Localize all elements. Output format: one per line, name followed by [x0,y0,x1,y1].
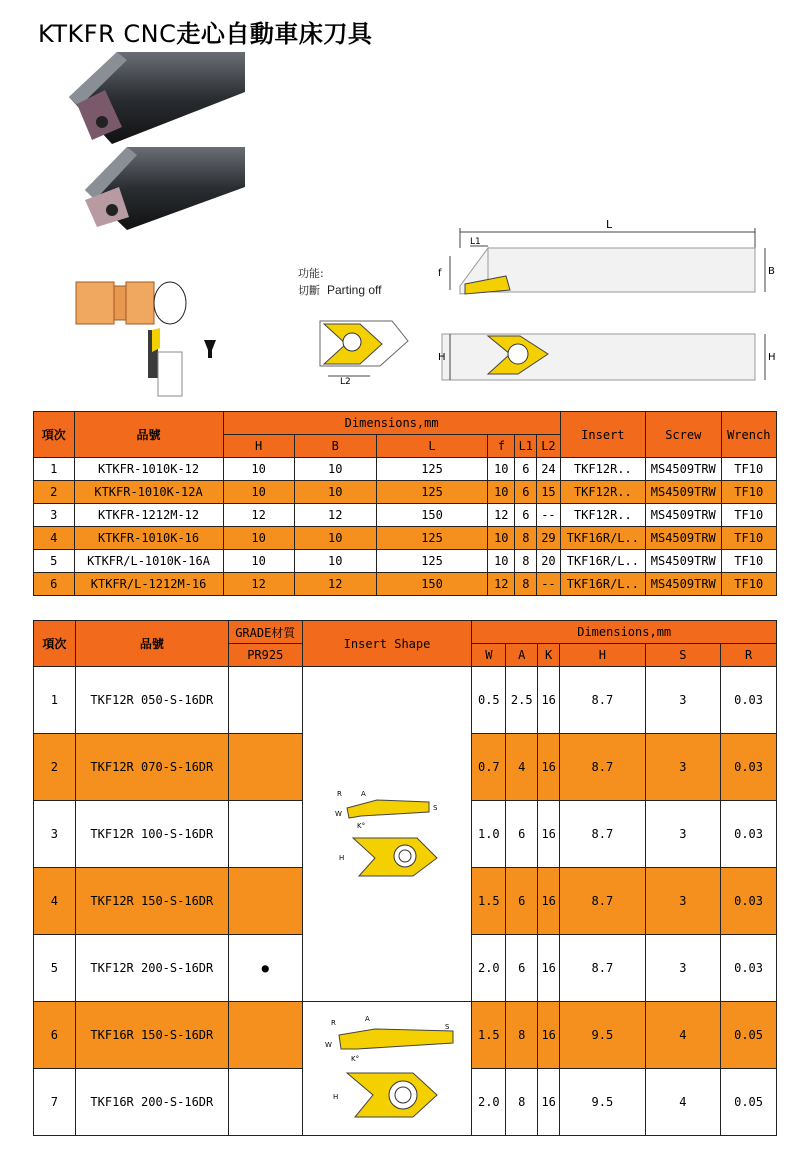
cell-insert: TKF12R.. [560,504,645,527]
cell-K: 16 [538,1002,560,1069]
shape-label-S: S [432,803,438,812]
cell-K: 16 [538,1069,560,1136]
insert-shape-12-drawing [317,788,457,878]
shape-label-W: W [334,809,342,818]
cell-part: TKF12R 050-S-16DR [75,667,228,734]
cell-wrench: TF10 [721,504,776,527]
cell-f: 10 [488,527,515,550]
cell-B: 10 [294,481,376,504]
insert-shape-16 [302,1002,472,1136]
holder-spec-table [33,411,777,596]
cell-K: 16 [538,667,560,734]
col-no: 項次 [34,621,76,667]
cell-W: 1.5 [472,868,506,935]
cell-S: 4 [645,1069,720,1136]
cell-no: 6 [34,573,75,596]
col-insert: Insert [560,412,645,458]
cell-wrench: TF10 [721,573,776,596]
cell-H: 9.5 [560,1002,646,1069]
cell-W: 2.0 [472,1069,506,1136]
cell-no: 4 [34,868,76,935]
cell-A: 8 [506,1002,538,1069]
table-row [34,527,777,550]
cell-L1: 8 [515,573,537,596]
cell-grade [228,667,302,734]
cell-part: TKF16R 200-S-16DR [75,1069,228,1136]
cell-B: 10 [294,527,376,550]
cell-no: 3 [34,504,75,527]
cell-insert: TKF16R/L.. [560,573,645,596]
function-label-en: Parting off [327,283,382,297]
cell-no: 2 [34,734,76,801]
cell-no: 3 [34,801,76,868]
cell-L1: 6 [515,458,537,481]
col-L1: L1 [515,435,537,458]
col-grade: GRADE材質 [228,621,302,644]
cell-W: 0.7 [472,734,506,801]
col-part: 品號 [74,412,223,458]
col-W: W [472,644,506,667]
cell-part: KTKFR/L-1212M-16 [74,573,223,596]
cell-W: 1.0 [472,801,506,868]
parting-illustration [72,270,242,398]
shape-label-R: R [330,1019,336,1027]
cell-grade [228,1069,302,1136]
col-wrench: Wrench [721,412,776,458]
cell-insert: TKF16R/L.. [560,527,645,550]
cell-no: 6 [34,1002,76,1069]
cell-no: 4 [34,527,75,550]
dim-label-H-right: H [768,352,776,363]
cell-L1: 6 [515,504,537,527]
col-R: R [721,644,777,667]
cell-A: 4 [506,734,538,801]
cell-grade [228,868,302,935]
cell-L2: 29 [537,527,561,550]
cell-screw: MS4509TRW [646,573,721,596]
cell-grade [228,1002,302,1069]
cell-screw: MS4509TRW [646,481,721,504]
table-row [34,1002,777,1069]
cell-R: 0.03 [721,935,777,1002]
shape-label-K: K° [356,821,366,830]
function-label-zh2: 切斷 [298,284,320,297]
cell-no: 2 [34,481,75,504]
cell-no: 1 [34,667,76,734]
cell-L2: -- [537,573,561,596]
cell-H: 8.7 [560,667,646,734]
cell-screw: MS4509TRW [646,458,721,481]
cell-R: 0.03 [721,667,777,734]
cell-R: 0.03 [721,868,777,935]
shape-label-H: H [332,1093,339,1101]
cell-L: 150 [376,573,487,596]
cell-H: 8.7 [560,868,646,935]
cell-grade [228,734,302,801]
table-row [34,573,777,596]
table-row [34,550,777,573]
cell-part: KTKFR-1010K-16 [74,527,223,550]
cell-part: KTKFR-1212M-12 [74,504,223,527]
cell-K: 16 [538,801,560,868]
cell-H: 10 [223,550,294,573]
col-K: K [538,644,560,667]
col-dimensions: Dimensions,mm [472,621,777,644]
function-label-zh: 功能: [298,267,324,280]
insert-shape-12 [302,667,472,1002]
cell-part: KTKFR/L-1010K-16A [74,550,223,573]
cell-A: 2.5 [506,667,538,734]
cell-L: 125 [376,481,487,504]
dim-label-H-left: H [438,352,446,363]
dim-label-L2: L2 [340,377,351,386]
page-title [38,14,372,49]
cell-part: KTKFR-1010K-12A [74,481,223,504]
cell-R: 0.03 [721,734,777,801]
cell-H: 8.7 [560,801,646,868]
cell-L2: 15 [537,481,561,504]
cell-R: 0.03 [721,801,777,868]
cell-f: 10 [488,458,515,481]
cell-grade [228,801,302,868]
cell-K: 16 [538,935,560,1002]
cell-L: 125 [376,458,487,481]
cell-wrench: TF10 [721,527,776,550]
dim-label-B: B [768,266,775,277]
cell-screw: MS4509TRW [646,527,721,550]
table-row [34,667,777,734]
cell-grade: ● [228,935,302,1002]
col-f: f [488,435,515,458]
cell-R: 0.05 [721,1069,777,1136]
cell-H: 10 [223,527,294,550]
title-prefix: KTKFR CNC [38,20,177,48]
cell-B: 12 [294,573,376,596]
col-no: 項次 [34,412,75,458]
dim-label-f: f [438,268,442,279]
title-cjk: 走心自動車床刀具 [176,20,373,48]
cell-H: 8.7 [560,935,646,1002]
cell-insert: TKF12R.. [560,481,645,504]
cell-L: 125 [376,550,487,573]
col-B: B [294,435,376,458]
cell-R: 0.05 [721,1002,777,1069]
cell-part: TKF16R 150-S-16DR [75,1002,228,1069]
cell-wrench: TF10 [721,550,776,573]
cell-insert: TKF16R/L.. [560,550,645,573]
dim-label-L1: L1 [470,237,481,247]
cell-H: 9.5 [560,1069,646,1136]
cell-part: TKF12R 150-S-16DR [75,868,228,935]
cell-S: 3 [645,935,720,1002]
shape-label-A: A [360,789,366,798]
cell-H: 12 [223,573,294,596]
col-H: H [223,435,294,458]
cell-H: 12 [223,504,294,527]
insert-shape-16-drawing [317,1007,457,1127]
cell-S: 4 [645,1002,720,1069]
cell-f: 10 [488,481,515,504]
cell-S: 3 [645,734,720,801]
cell-f: 12 [488,504,515,527]
cell-W: 0.5 [472,667,506,734]
cell-wrench: TF10 [721,481,776,504]
cell-wrench: TF10 [721,458,776,481]
col-H: H [560,644,646,667]
cell-part: KTKFR-1010K-12 [74,458,223,481]
cell-B: 10 [294,550,376,573]
shape-label-R: R [336,789,342,798]
shape-label-W: W [324,1041,332,1049]
cell-W: 2.0 [472,935,506,1002]
cell-screw: MS4509TRW [646,550,721,573]
col-part: 品號 [75,621,228,667]
cell-insert: TKF12R.. [560,458,645,481]
col-L: L [376,435,487,458]
shape-label-A: A [364,1015,370,1023]
cell-L1: 6 [515,481,537,504]
table-row [34,458,777,481]
cell-no: 7 [34,1069,76,1136]
col-grade-sub: PR925 [228,644,302,667]
cell-part: TKF12R 200-S-16DR [75,935,228,1002]
shape-label-H: H [338,853,345,862]
cell-L2: 24 [537,458,561,481]
cell-B: 10 [294,458,376,481]
cell-A: 6 [506,801,538,868]
cell-no: 5 [34,935,76,1002]
cell-B: 12 [294,504,376,527]
cell-A: 8 [506,1069,538,1136]
col-S: S [645,644,720,667]
cell-K: 16 [538,868,560,935]
cell-L: 150 [376,504,487,527]
cell-S: 3 [645,868,720,935]
cell-screw: MS4509TRW [646,504,721,527]
cell-A: 6 [506,935,538,1002]
cell-no: 1 [34,458,75,481]
cell-f: 10 [488,550,515,573]
cell-f: 12 [488,573,515,596]
product-photo [57,52,245,242]
cell-H: 10 [223,481,294,504]
cell-part: TKF12R 100-S-16DR [75,801,228,868]
cell-L2: -- [537,504,561,527]
insert-spec-table [33,620,777,1136]
cell-L2: 20 [537,550,561,573]
cell-L1: 8 [515,527,537,550]
col-shape: Insert Shape [302,621,472,667]
col-screw: Screw [646,412,721,458]
cell-S: 3 [645,801,720,868]
col-A: A [506,644,538,667]
table-row [34,504,777,527]
cell-H: 10 [223,458,294,481]
cell-A: 6 [506,868,538,935]
dim-label-L: L [606,218,613,231]
shape-label-S: S [444,1023,450,1031]
dimension-drawing [310,216,788,386]
col-dimensions: Dimensions,mm [223,412,560,435]
shape-label-K: K° [350,1055,360,1063]
cell-S: 3 [645,667,720,734]
table-row [34,481,777,504]
cell-no: 5 [34,550,75,573]
cell-L1: 8 [515,550,537,573]
cell-L: 125 [376,527,487,550]
col-L2: L2 [537,435,561,458]
cell-H: 8.7 [560,734,646,801]
cell-K: 16 [538,734,560,801]
cell-part: TKF12R 070-S-16DR [75,734,228,801]
cell-W: 1.5 [472,1002,506,1069]
